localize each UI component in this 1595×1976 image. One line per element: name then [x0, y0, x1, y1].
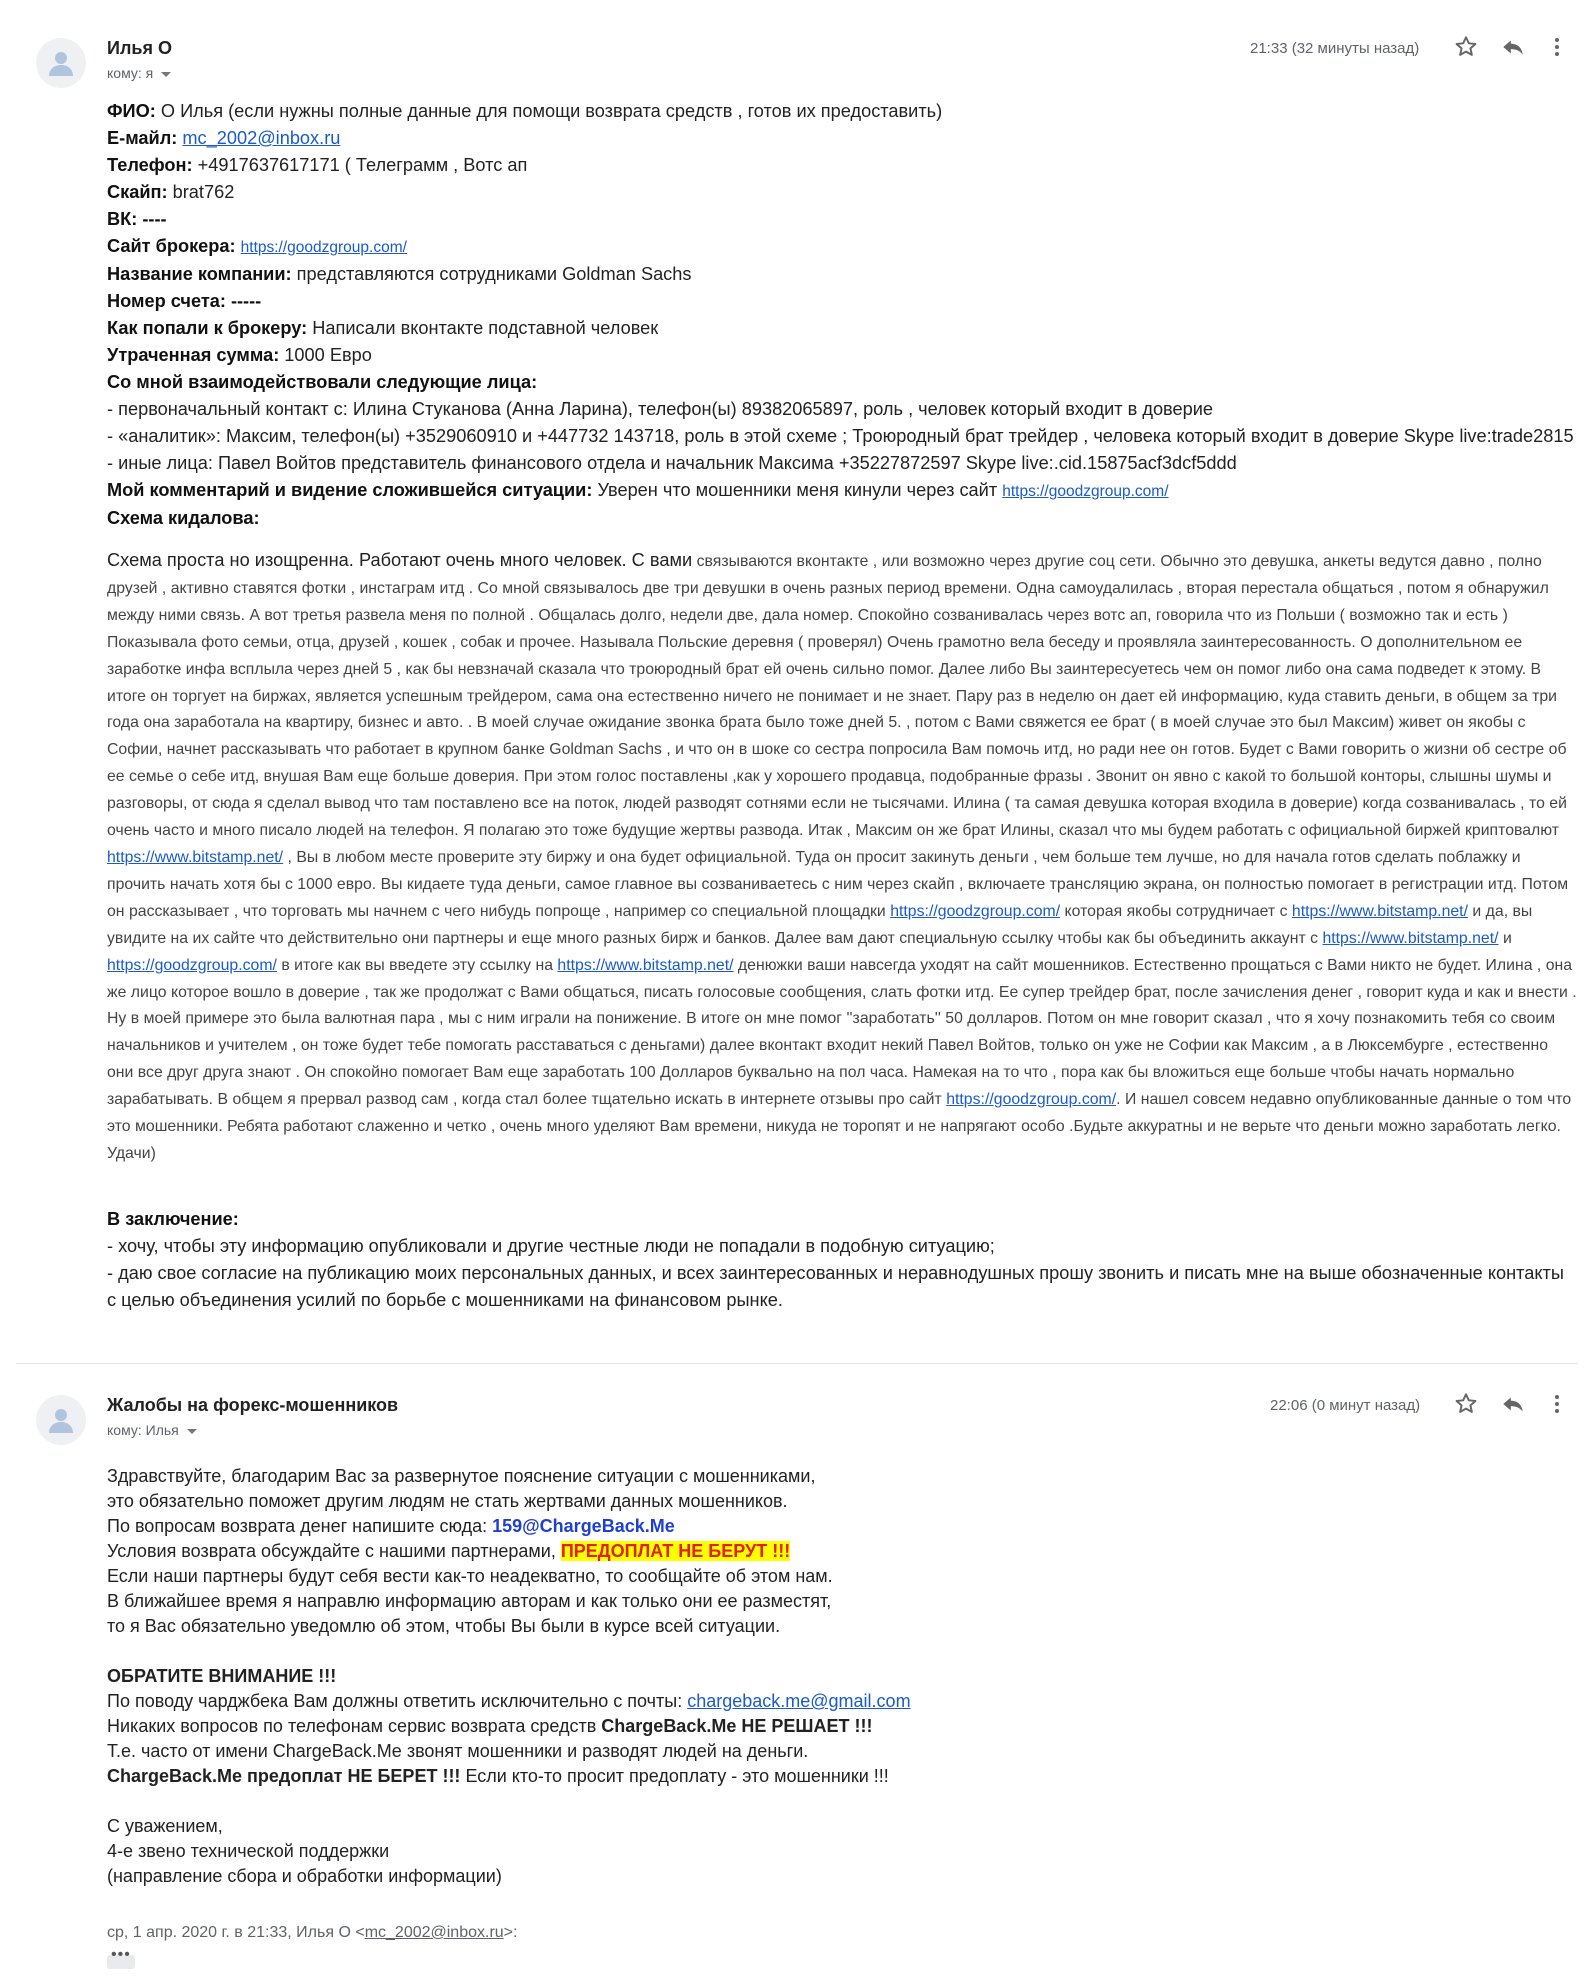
signature-line: 4-е звено технической поддержки: [107, 1841, 390, 1861]
field-label: Телефон:: [107, 155, 193, 175]
person-line: - «аналитик»: Максим, телефон(ы) +3529060910 и +447732 143718, роль в этой схеме ; Троюродный брат трейдер , человека который входит в доверие Skype live:trade2815: [107, 426, 1574, 446]
more-vert-icon: [1552, 34, 1562, 60]
email-link[interactable]: mc_2002@inbox.ru: [182, 128, 341, 148]
show-trimmed-button[interactable]: [107, 1946, 135, 1969]
chevron-down-icon: [187, 1429, 197, 1434]
body-text: Если кто-то просит предоплату - это мошенники !!!: [460, 1766, 889, 1786]
recipient-toggle[interactable]: [107, 1422, 197, 1438]
reply-button[interactable]: [1500, 1391, 1528, 1419]
message-divider: [16, 1363, 1578, 1364]
body-line: Если наши партнеры будут себя вести как-то неадекватно, то сообщайте об этом нам.: [107, 1566, 833, 1586]
avatar[interactable]: [36, 38, 86, 88]
conclusion-line: - даю свое согласие на публикацию моих персональных данных, и всех заинтересованных и неравнодушных прошу звонить и писать мне на выше обозначенные контакты с целью объединения усилий по борьбе с мошенниками на финансовом рынке.: [107, 1262, 1564, 1310]
field-company: [107, 261, 1577, 288]
sender-name[interactable]: Жалобы на форекс-мошенников: [107, 1395, 399, 1415]
recipient-label: кому: я: [107, 65, 154, 81]
field-label: Название компании:: [107, 264, 292, 284]
body-line: [107, 1714, 1507, 1739]
field-value: Написали вконтакте подставной человек: [307, 318, 659, 338]
reply-icon: [1500, 34, 1526, 60]
message-body: [107, 98, 1577, 1314]
story-text: . И нашел совсем недавно опубликованные данные о том что это мошенники. Ребята работают слаженно и четко , очень много уделяют Вам времени, никуда не торопят и не напрягают особо .Будьте аккуратны и не верьте что деньги можно заработать легко. Удачи): [107, 1091, 1572, 1162]
field-fio: [107, 98, 1577, 125]
field-label: Со мной взаимодействовали следующие лица:: [107, 372, 538, 392]
star-icon: [1453, 1391, 1479, 1417]
quote-text: >:: [503, 1924, 518, 1941]
field-label: ВК: ----: [107, 209, 167, 229]
conclusion-label: В заключение:: [107, 1208, 239, 1229]
signature-line: (направление сбора и обработки информации): [107, 1866, 502, 1886]
field-amount: [107, 342, 1577, 369]
person-line: - первоначальный контакт с: Илина Стуканова (Анна Ларина), телефон(ы) 89382065897, роль , человек который входит в доверие: [107, 399, 1214, 419]
body-line: [107, 1539, 1507, 1564]
body-text: Условия возврата обсуждайте с нашими партнерами,: [107, 1541, 561, 1561]
body-text: По поводу чарджбека Вам должны ответить исключительно с почты:: [107, 1691, 688, 1711]
message-time: 22:06 (0 минут назад): [1270, 1397, 1421, 1414]
body-line: Здравствуйте, благодарим Вас за развернутое пояснение ситуации с мошенниками,: [107, 1466, 816, 1486]
star-button[interactable]: [1453, 1391, 1481, 1419]
comment-label: Мой комментарий и видение сложившейся ситуации:: [107, 480, 593, 500]
signature-line: С уважением,: [107, 1816, 223, 1836]
quoted-header: [107, 1924, 517, 1942]
chevron-down-icon: [161, 72, 171, 77]
conclusion-heading: [107, 1206, 1577, 1233]
ellipsis-icon: •••: [111, 1946, 131, 1963]
body-bold: ChargeBack.Me НЕ РЕШАЕТ !!!: [601, 1716, 873, 1736]
field-value: представляются сотрудниками Goldman Sachs: [291, 264, 692, 284]
star-button[interactable]: [1453, 34, 1481, 62]
goodzgroup-link[interactable]: https://goodzgroup.com/: [890, 902, 1061, 920]
more-options-button[interactable]: [1552, 1391, 1580, 1419]
body-bold: ChargeBack.Me предоплат НЕ БЕРЕТ !!!: [107, 1766, 461, 1786]
story-text: , Вы в любом месте проверите эту биржу и она будет официальной. Туда он просит закинуть деньги , чем больше тем лучше, но для начала готов сделать поблажку и прочить начать хотя бы с 1000 евро. Вы кидаете туда деньги, самое главное вы созваниваетесь с ним через скайп , включаете трансляцию экрана, он полностью помогает в регистрации итд. Потом он рассказывает , что торговать мы начнем с чего нибудь попроще , например со специальной площадки: [107, 848, 1569, 920]
body-line: то я Вас обязательно уведомлю об этом, чтобы Вы были в курсе всей ситуации.: [107, 1616, 781, 1636]
body-line: [107, 1764, 1507, 1789]
body-text: Никаких вопросов по телефонам сервис возврата средств: [107, 1716, 602, 1736]
scheme-heading: [107, 505, 1577, 532]
field-broker-site: [107, 233, 1577, 261]
comment-text: Уверен что мошенники меня кинули через сайт: [592, 480, 1003, 500]
recipient-toggle[interactable]: [107, 65, 171, 81]
quote-email-link[interactable]: mc_2002@inbox.ru: [364, 1924, 504, 1941]
highlight-warning: ПРЕДОПЛАТ НЕ БЕРУТ !!!: [560, 1541, 791, 1561]
person-icon: [49, 50, 73, 76]
story-text: которая якобы сотрудничает с: [1060, 902, 1292, 920]
bitstamp-link[interactable]: https://www.bitstamp.net/: [1291, 902, 1468, 920]
bitstamp-link[interactable]: https://www.bitstamp.net/: [557, 956, 734, 974]
body-line: [107, 1514, 1507, 1539]
body-line: [107, 1689, 1507, 1714]
field-label: Сайт брокера:: [107, 236, 236, 256]
body-line: это обязательно поможет другим людям не стать жертвами данных мошенников.: [107, 1491, 788, 1511]
field-vk: [107, 206, 1577, 233]
story-text: денюжки ваши навсегда уходят на сайт мошенников. Естественно прощаться с Вами никто не будет. Илина , она же лицо которое вошло в доверие , так же продолжат с Вами общаться, писать голосовые сообщения, слать фотки итд. Ее супер трейдер брат, после зачисления денег , говорит куда и как и внести . Ну в моей примере это была валютная пара , мы с ним играли на понижение. В итоге он мне помог ''заработать'' 50 долларов. Потом он мне говорит сказал , что я хочу познакомить тебя со своим начальников и учителем , он тоже будет тебе помогать расставаться с деньгами) далее вконтакт входит некий Павел Войтов, только он уже не Софии как Максим , а в Люксембурге , естественно они все друг друга знают . Он спокойно помогает Вам еще заработать 100 Долларов буквально на пол часа. Намекая на то что , пора как бы вложиться еще больше чтобы начать нормально зарабатывать. В общем я прервал развод сам , когда стал более тщательно искать в интернете отзывы про сайт: [107, 956, 1577, 1109]
gmail-link[interactable]: chargeback.me@gmail.com: [687, 1691, 911, 1711]
field-value: +4917637617171 ( Телеграмм , Вотс ап: [192, 155, 528, 175]
scheme-label: Схема кидалова:: [107, 508, 260, 528]
more-vert-icon: [1552, 1391, 1562, 1417]
field-label: Скайп:: [107, 182, 168, 202]
bitstamp-link[interactable]: https://www.bitstamp.net/: [107, 848, 284, 866]
field-value: 1000 Евро: [279, 345, 372, 365]
field-value: brat762: [167, 182, 235, 202]
story-text: и: [1498, 929, 1512, 947]
person-icon: [49, 1407, 73, 1433]
message-body: [107, 1464, 1507, 1889]
attention-heading: [107, 1664, 1507, 1689]
attention-label: ОБРАТИТЕ ВНИМАНИЕ !!!: [107, 1666, 337, 1686]
field-label: ФИО:: [107, 101, 156, 121]
field-how: [107, 315, 1577, 342]
goodzgroup-link[interactable]: https://goodzgroup.com/: [946, 1091, 1117, 1109]
recipient-label: кому: Илья: [107, 1422, 179, 1438]
goodzgroup-link[interactable]: https://goodzgroup.com/: [107, 956, 277, 974]
quote-text: ср, 1 апр. 2020 г. в 21:33, Илья О <: [107, 1924, 365, 1941]
story-text: связываются вконтакте , или возможно через другие соц сети. Обычно это девушка, анкеты ведутся давно , полно друзей , активно ставятся фотки , инстаграм итд . Со мной связывалось две три девушки в очень разных период времени. Одна самоудалилась , вторая перестала общаться , потом я обнаружил между ними связь. А вот третья развела меня по полной . Общалась долго, недели две, дала номер. Спокойно созванивалась через вотс ап, говорила что из Польши ( возможно так и есть ) Показывала фото семьи, отца, друзей , кошек , собак и прочее. Называла Польские деревня ( проверял) Очень грамотно вела беседу и проявляла заинтересованность. О дополнительном ее заработке инфа всплыла через дней 5 , как бы невзначай сказала что троюродный брат ей очень сильно помог. Далее либо Вы заинтересуетесь чем он помог либо она сама подведет к этому. В итоге он торгует на биржах, является успешным трейдером, сама она естественно ничего не понимает и не знает. Пару раз в неделю он дает ей информацию, куда ставить деньги, в общем за три года она заработала на квартиру, бизнес и авто. . В моей случае ожидание звонка брата было тоже дней 5. , потом с Вами свяжется ее брат ( в моей случае это был Максим) живет он якобы с Софии, начнет рассказывать что работает в крупном банке Goldman Sachs , и что он в шоке со сестра попросила Вам помочь итд, но ради нее он готов. Будет с Вами говорить о жизни об сестре об ее семье о себе итд, внушая Вам еще больше доверия. При этом голос поставлены ,как у хорошего продавца, подобранные фразы . Звонит он явно с какой то большой конторы, слышны шумы и разговоры, от сюда я сделал вывод что там поставлено все на поток, людей разводят сотнями если не тысячами. Илина ( та самая девушка которая входила в доверие) когда созванивалась , то ей очень часто и много писало людей на телефон. Я полагаю это тоже будущие жертвы развода. Итак , Максим он же брат Илины, сказал что мы будем работать с официальной биржей криптовалют: [107, 553, 1567, 840]
field-label: Утраченная сумма:: [107, 345, 280, 365]
field-label: Как попали к брокеру:: [107, 318, 308, 338]
body-line: Т.е. часто от имени ChargeBack.Me звонят мошенники и разводят людей на деньги.: [107, 1741, 809, 1761]
spacer: [107, 1639, 1507, 1664]
person-line: - иные лица: Павел Войтов представитель финансового отдела и начальник Максима +35227872597 Skype live:.cid.15875acf3dcf5ddd: [107, 453, 1237, 473]
comment-line: [107, 477, 1577, 505]
story-text: и да, вы увидите на их сайте что действительно они партнеры и еще много разных бирж и банков. Далее вам дают специальную ссылку чтобы как бы объединить аккаунт с: [107, 902, 1533, 947]
field-value: О Илья (если нужны полные данные для помощи возврата средств , готов их предоставить): [155, 101, 943, 121]
field-skype: [107, 179, 1577, 206]
field-phone: [107, 152, 1577, 179]
reply-icon: [1500, 1391, 1526, 1417]
field-email: [107, 125, 1577, 152]
message-time: 21:33 (32 минуты назад): [1250, 40, 1420, 57]
scheme-story: [107, 547, 1577, 1168]
spacer: [107, 1789, 1507, 1814]
star-icon: [1453, 34, 1479, 60]
conclusion-line: - хочу, чтобы эту информацию опубликовали и другие честные люди не попадали в подобную ситуацию;: [107, 1235, 995, 1256]
chargeback-email-link[interactable]: 159@ChargeBack.Me: [492, 1516, 675, 1536]
field-label: Е-майл:: [107, 128, 178, 148]
avatar[interactable]: [36, 1395, 86, 1445]
sender-name[interactable]: Илья О: [107, 38, 172, 58]
field-account: [107, 288, 1577, 315]
story-text: в итоге как вы введете эту ссылку на: [276, 956, 558, 974]
body-text: По вопросам возврата денег напишите сюда:: [107, 1516, 493, 1536]
more-options-button[interactable]: [1552, 34, 1580, 62]
field-label: Номер счета: -----: [107, 291, 262, 311]
bitstamp-link[interactable]: https://www.bitstamp.net/: [1322, 929, 1499, 947]
body-line: В ближайшее время я направлю информацию авторам и как только они ее разместят,: [107, 1591, 832, 1611]
reply-button[interactable]: [1500, 34, 1528, 62]
message-2: [0, 1370, 1595, 1976]
broker-link[interactable]: https://goodzgroup.com/: [240, 239, 407, 256]
field-persons: [107, 369, 1577, 396]
comment-link[interactable]: https://goodzgroup.com/: [1002, 483, 1169, 500]
story-lead: Схема проста но изощренна. Работают очень много человек. С вами: [107, 550, 693, 570]
